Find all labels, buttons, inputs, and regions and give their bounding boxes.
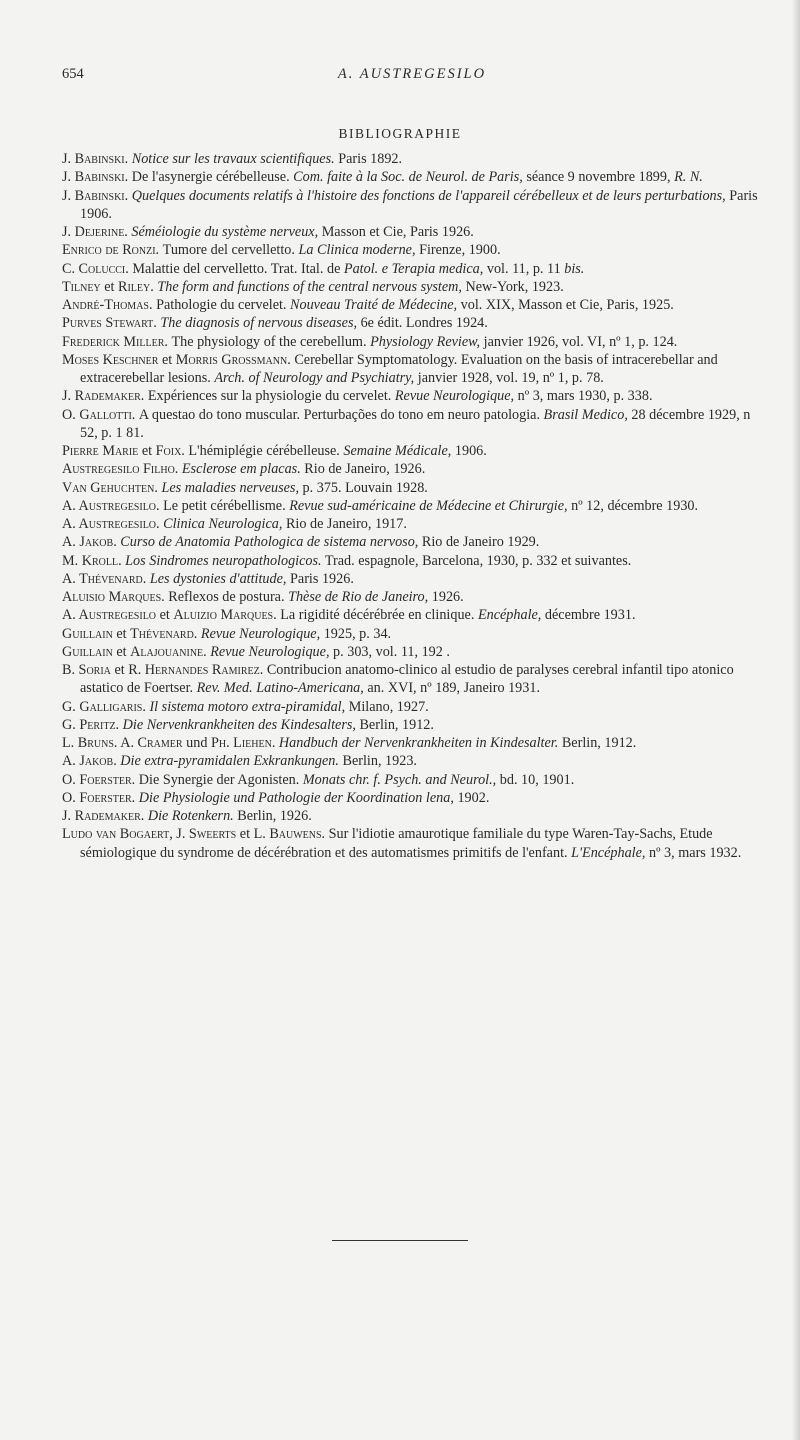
entry-work-title: Revue Neurologique, — [200, 625, 321, 642]
entry-text: Milano, 1927. — [345, 698, 429, 715]
entry-work-title: Nouveau Traité de Médecine, — [290, 297, 458, 313]
entry-author: A. Austregesilo — [62, 607, 160, 624]
bibliography-entry — [62, 698, 762, 716]
entry-author: Frederick Miller. — [62, 333, 172, 350]
entry-work-title: Handbuch der Nervenkrankheiten in Kindesalter. — [278, 735, 559, 751]
entry-text: La rigidité décérébrée en clinique. — [280, 607, 478, 624]
entry-text: Rio de Janeiro 1929. — [418, 534, 540, 551]
entry-work-title: Curso de Anatomia Pathologica de sistema nervoso, — [120, 534, 419, 551]
entry-author: Moses Keschner — [62, 351, 162, 368]
entry-work-title: La Clinica moderne, — [298, 242, 416, 259]
entry-text: et — [114, 662, 129, 678]
entry-text: Cerebellar Symptomatology. Evaluation on the basis of intracerebellar and extracerebellar lesions. — [80, 351, 718, 386]
bibliography-entry — [62, 187, 762, 224]
entry-author: André-Thomas. — [62, 297, 157, 313]
entry-text: Firenze, 1900. — [415, 242, 501, 259]
entry-author: Morris Grossmann. — [175, 351, 295, 368]
entry-work-title: Com. faite à la Soc. de Neurol. de Paris, — [293, 169, 523, 186]
entry-text: et — [116, 643, 131, 660]
entry-text: vol. 11, p. 11 — [483, 260, 565, 277]
bibliography-entry — [62, 661, 762, 698]
entry-work-title: Die Physiologie und Pathologie der Koordination lena, — [138, 789, 454, 806]
entry-text: Trad. espagnole, Barcelona, 1930, p. 332 et suivantes. — [321, 552, 632, 569]
entry-work-title: Arch. of Neurology and Psychiatry, — [214, 370, 415, 386]
page-header — [62, 66, 762, 86]
entry-work-title: Revue sud-américaine de Médecine et Chirurgie, — [289, 497, 568, 514]
page-number: 654 — [62, 66, 84, 82]
entry-text: séance 9 novembre 1899, — [522, 169, 675, 186]
entry-author: J. Babinski. — [62, 187, 132, 204]
entry-text: vol. XIX, Masson et Cie, Paris, 1925. — [457, 297, 674, 313]
bibliography-entry — [62, 515, 762, 533]
entry-author: L. Bruns. A. Cramer — [62, 735, 187, 751]
entry-text: Masson et Cie, Paris 1926. — [318, 224, 474, 240]
entry-author: Ph. Liehen. — [210, 735, 279, 751]
entry-author: G. Peritz. — [62, 716, 123, 733]
bibliography-entry — [62, 825, 762, 862]
entry-text: décembre 1931. — [541, 607, 636, 624]
entry-work-title: Revue Neurologique, — [394, 388, 515, 405]
page-edge — [792, 0, 800, 1440]
entry-author: A. Austregesilo. — [62, 516, 164, 532]
entry-text: New-York, 1923. — [461, 278, 564, 295]
entry-text: De l'asynergie cérébelleuse. — [131, 169, 294, 186]
bibliography-entry — [62, 771, 762, 789]
entry-text: Paris 1892. — [334, 151, 403, 167]
entry-author: Austregesilo Filho. — [62, 461, 182, 478]
bibliography-entry — [62, 497, 762, 515]
bibliography-entry — [62, 442, 762, 460]
entry-work-title: Les dystonies d'attitude, — [149, 570, 287, 587]
bibliography-entry — [62, 260, 762, 278]
entry-text: 1925, p. 34. — [320, 625, 392, 642]
entry-text: Berlin, 1912. — [558, 735, 637, 751]
entry-author: O. Gallotti. — [62, 406, 139, 423]
bibliography-entry — [62, 606, 762, 624]
entry-work-title: Il sistema motoro extra-piramidal, — [149, 698, 346, 715]
bibliography-entry — [62, 643, 762, 661]
entry-author: J. Dejerine. — [62, 224, 132, 240]
entry-author: B. Soria — [62, 662, 115, 678]
entry-work-title: The form and functions of the central nervous system, — [157, 278, 462, 295]
entry-work-title: Patol. e Terapia medica, — [343, 260, 484, 277]
entry-text: Contribucion anatomo-clinico al estudio de paralyses cerebral infantil tipo atonico astatico de Foertser. — [80, 662, 734, 697]
bibliography-entry — [62, 296, 762, 314]
entry-text: et — [159, 607, 174, 624]
entry-text: nº 12, décembre 1930. — [567, 497, 699, 514]
entry-text: Rio de Janeiro, 1917. — [282, 516, 407, 532]
entry-author: Guillain — [62, 625, 117, 642]
entry-author: A. Jakob. — [62, 534, 121, 551]
entry-work-title: Rev. Med. Latino-Americana, — [196, 680, 364, 697]
entry-author: L. Bauwens. — [253, 826, 329, 843]
entry-text: janvier 1926, vol. VI, nº 1, p. 124. — [480, 333, 678, 350]
entry-author: Guillain — [62, 643, 117, 660]
entry-author: M. Kroll. — [62, 552, 126, 569]
bibliography-entry — [62, 588, 762, 606]
entry-text: L'hémiplégie cérébelleuse. — [188, 443, 344, 459]
entry-author: G. Galligaris. — [62, 698, 150, 715]
entry-text: Rio de Janeiro, 1926. — [300, 461, 426, 478]
entry-author: Enrico de Ronzi. — [62, 242, 163, 259]
entry-author: Aluizio Marques. — [173, 607, 281, 624]
entry-text: et — [161, 351, 176, 368]
entry-text: und — [186, 735, 211, 751]
entry-work-title: Séméiologie du système nerveux, — [131, 224, 319, 240]
entry-author: Thévenard. — [130, 625, 201, 642]
entry-text: Le petit cérébellisme. — [163, 497, 290, 514]
entry-text: an. XVI, nº 189, Janeiro 1931. — [363, 680, 541, 697]
entry-work-title: bis. — [564, 260, 585, 277]
entry-text: Pathologie du cervelet. — [156, 297, 291, 313]
entry-text: et — [116, 625, 131, 642]
entry-author: Ludo van Bogaert, J. Sweerts — [62, 826, 240, 843]
entry-text: The physiology of the cerebellum. — [171, 333, 371, 350]
entry-text: Tumore del cervelletto. — [162, 242, 299, 259]
entry-text: 1906. — [451, 443, 487, 459]
entry-text: et — [239, 826, 254, 843]
bibliography-entry — [62, 333, 762, 351]
entry-author: C. Colucci. — [62, 260, 133, 277]
entry-work-title: Monats chr. f. Psych. and Neurol., — [302, 771, 497, 788]
entry-author: J. Babinski. — [62, 151, 132, 167]
entry-work-title: Semaine Médicale, — [343, 443, 452, 459]
entry-author: Riley. — [118, 278, 158, 295]
entry-work-title: Les maladies nerveuses, — [161, 479, 299, 496]
bibliography-entry — [62, 552, 762, 570]
entry-author: Purves Stewart. — [62, 315, 161, 332]
entry-text: 28 décembre 1929, n 52, p. 1 81. — [80, 406, 751, 441]
entry-text: nº 3, mars 1932. — [645, 844, 742, 861]
entry-text: p. 375. Louvain 1928. — [299, 479, 428, 496]
bibliography-entry — [62, 789, 762, 807]
entry-text: 1926. — [428, 589, 464, 605]
entry-work-title: Physiology Review, — [370, 333, 481, 350]
entry-author: Van Gehuchten. — [62, 479, 162, 496]
bibliography-entry — [62, 223, 762, 241]
entry-author: J. Babinski. — [62, 169, 132, 186]
entry-author: Foix. — [155, 443, 189, 459]
entry-text: A questao do tono muscular. Perturbações do tono em neuro patologia. — [138, 406, 544, 423]
bibliography-entry — [62, 241, 762, 259]
bibliography-entry — [62, 278, 762, 296]
entry-work-title: R. N. — [674, 169, 703, 186]
entry-text: 6e édit. Londres 1924. — [357, 315, 488, 332]
bibliography-entry — [62, 460, 762, 478]
entry-work-title: Die Rotenkern. — [147, 808, 234, 824]
bibliography-entry — [62, 752, 762, 770]
entry-work-title: Thèse de Rio de Janeiro, — [288, 589, 429, 605]
bibliography-list — [62, 150, 762, 862]
entry-author: A. Thévenard. — [62, 570, 150, 587]
bibliography-entry — [62, 716, 762, 734]
entry-author: R. Hernandes Ramirez. — [128, 662, 267, 678]
entry-text: nº 3, mars 1930, p. 338. — [514, 388, 653, 405]
entry-text: 1902. — [453, 789, 490, 806]
entry-work-title: Encéphale, — [477, 607, 542, 624]
bibliography-entry — [62, 314, 762, 332]
bibliography-entry — [62, 387, 762, 405]
entry-author: Aluisio Marques. — [62, 589, 169, 605]
entry-work-title: Die extra-pyramidalen Exkrankungen. — [120, 753, 339, 770]
entry-work-title: Los Sindromes neuropathologicos. — [125, 552, 322, 569]
bibliography-entry — [62, 479, 762, 497]
entry-text: bd. 10, 1901. — [496, 771, 575, 788]
entry-work-title: Esclerose em placas. — [181, 461, 301, 478]
running-head: A. AUSTREGESILO — [337, 66, 487, 82]
entry-author: Pierre Marie — [62, 443, 142, 459]
entry-author: A. Jakob. — [62, 753, 121, 770]
entry-text: Sur l'idiotie amaurotique familiale du type Waren-Tay-Sachs, Etude sémiologique du syndrome de décérébration et des automatismes primitifs de l'enfant. — [80, 826, 713, 861]
entry-work-title: Revue Neurologique, — [210, 643, 330, 660]
entry-text: et — [141, 443, 156, 459]
end-rule — [332, 1240, 468, 1241]
entry-text: Malattie del cervelletto. Trat. Ital. de — [132, 260, 344, 277]
entry-author: A. Austregesilo. — [62, 497, 164, 514]
entry-work-title: Notice sur les travaux scientifiques. — [131, 151, 335, 167]
bibliography-entry — [62, 734, 762, 752]
bibliography-entry — [62, 807, 762, 825]
entry-author: O. Foerster. — [62, 789, 139, 806]
entry-text: Expériences sur la physiologie du cervelet. — [147, 388, 395, 405]
entry-author: J. Rademaker. — [62, 388, 148, 405]
entry-work-title: Quelques documents relatifs à l'histoire des fonctions de l'appareil cérébelleux et de leurs perturbations, — [131, 187, 726, 204]
bibliography-entry — [62, 570, 762, 588]
entry-work-title: Brasil Medico, — [543, 406, 628, 423]
entry-text: p. 303, vol. 11, 192 . — [329, 643, 450, 660]
entry-text: Paris 1906. — [80, 187, 758, 222]
entry-text: janvier 1928, vol. 19, nº 1, p. 78. — [414, 370, 604, 386]
section-title: BIBLIOGRAPHIE — [338, 126, 462, 141]
entry-author: Alajouanine. — [130, 643, 211, 660]
entry-text: Berlin, 1926. — [233, 808, 312, 824]
entry-author: Tilney — [62, 278, 105, 295]
entry-author: O. Foerster. — [62, 771, 139, 788]
entry-work-title: L'Encéphale, — [571, 844, 646, 861]
entry-author: J. Rademaker. — [62, 808, 148, 824]
entry-text: Berlin, 1923. — [338, 753, 417, 770]
entry-work-title: The diagnosis of nervous diseases, — [160, 315, 358, 332]
entry-text: et — [104, 278, 119, 295]
entry-text: Reflexos de postura. — [168, 589, 289, 605]
bibliography-entry — [62, 406, 762, 443]
bibliography-entry — [62, 351, 762, 388]
entry-text: Berlin, 1912. — [355, 716, 434, 733]
bibliography-entry — [62, 533, 762, 551]
entry-text: Paris 1926. — [286, 570, 354, 587]
entry-work-title: Clinica Neurologica, — [163, 516, 283, 532]
entry-work-title: Die Nervenkrankheiten des Kindesalters, — [122, 716, 356, 733]
entry-text: Die Synergie der Agonisten. — [138, 771, 303, 788]
bibliography-entry — [62, 625, 762, 643]
bibliography-entry — [62, 168, 762, 186]
bibliography-entry — [62, 150, 762, 168]
